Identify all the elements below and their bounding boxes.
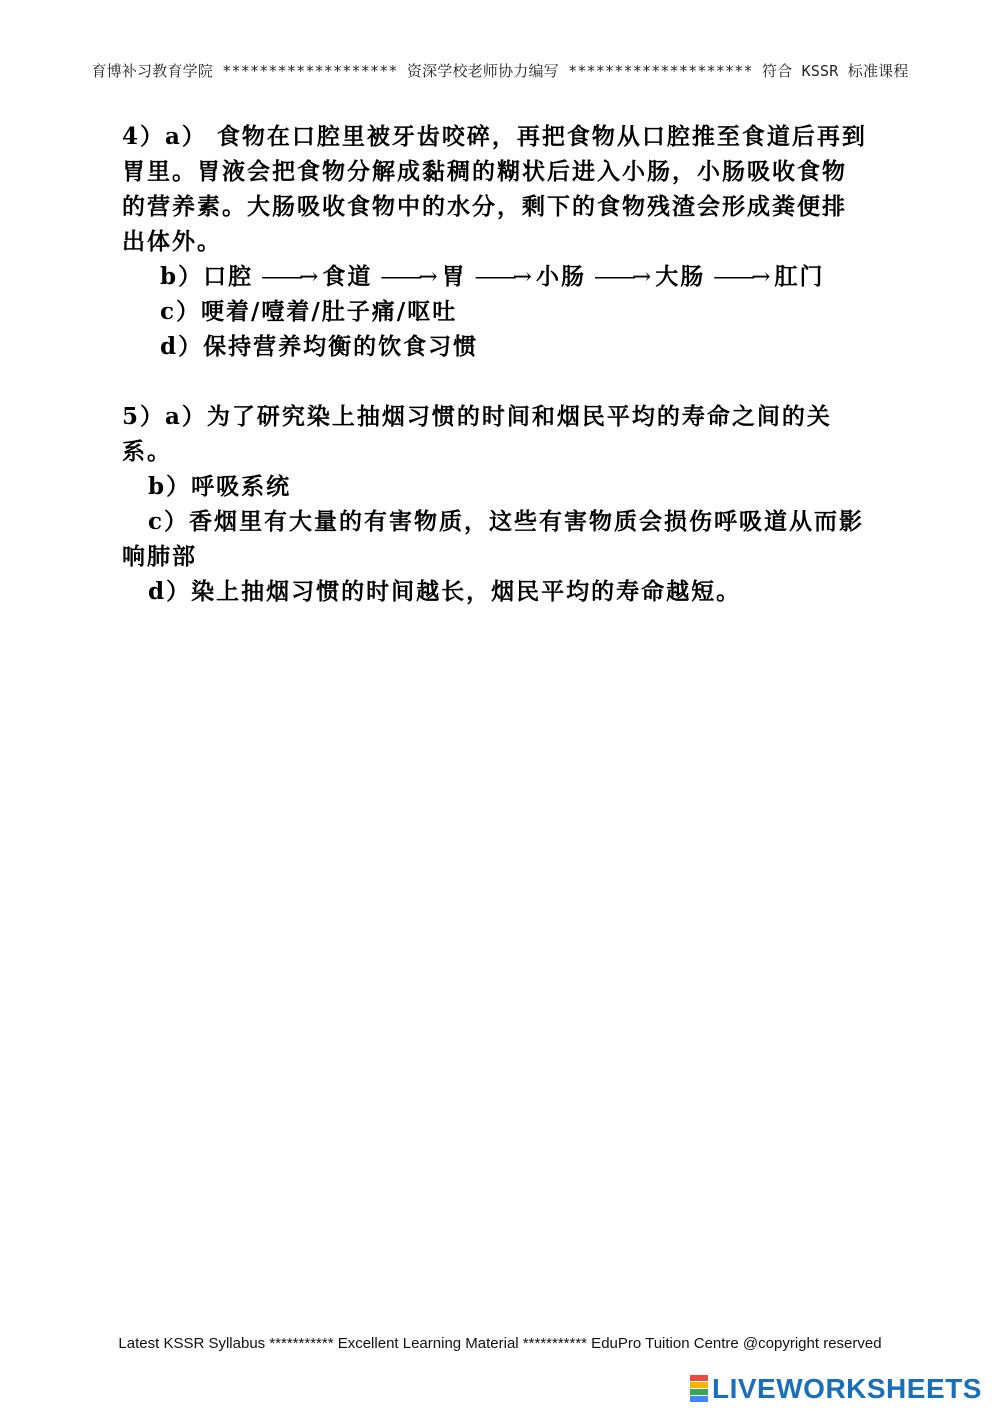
q5-b: b）呼吸系统 [148,473,292,500]
q4-a-line2: 胃里。胃液会把食物分解成黏稠的糊状后进入小肠，小肠吸收食物 [122,158,847,185]
q5-c-line1: c）香烟里有大量的有害物质，这些有害物质会损伤呼吸道从而影 [148,508,865,535]
q4-a-line4: 出体外。 [122,228,222,255]
liveworksheets-logo-icon [690,1375,708,1403]
liveworksheets-logo [690,1373,982,1405]
q5-a-line1: 5）a）为了研究染上抽烟习惯的时间和烟民平均的寿命之间的关 [122,403,832,430]
page-footer: Latest KSSR Syllabus *********** Excellent Learning Material *********** EduPro Tuition Centre @copyright reserved [118,1335,882,1352]
q5-c-line2: 响肺部 [122,543,197,570]
q4-a-line1: 4）a） 食物在口腔里被牙齿咬碎，再把食物从口腔推至食道后再到 [122,123,867,150]
q5-d: d）染上抽烟习惯的时间越长，烟民平均的寿命越短。 [148,578,742,605]
liveworksheets-text: LIVEWORKSHEETS [712,1373,982,1404]
q4-c: c）哽着/噎着/肚子痛/呕吐 [160,298,458,325]
q4-a-line3: 的营养素。大肠吸收食物中的水分，剩下的食物残渣会形成粪便排 [122,193,847,220]
right-arrow-icon: ——→ [261,264,315,290]
flow-step-esophagus: 食道 [322,263,373,290]
right-arrow-icon: ——→ [713,264,767,290]
right-arrow-icon: ——→ [474,264,528,290]
q4-d: d）保持营养均衡的饮食习惯 [160,333,479,360]
q4-b-label: b） [160,263,204,290]
right-arrow-icon: ——→ [380,264,434,290]
right-arrow-icon: ——→ [593,264,648,290]
q4-b-flow [160,265,825,289]
flow-step-small-intestine: 小肠 [535,263,586,290]
page-header: 育博补习教育学院 ******************* 资深学校老师协力编写 ******************** 符合 KSSR 标准课程 [91,62,909,80]
q5-a-line2: 系。 [122,438,172,465]
flow-step-mouth: 口腔 [203,263,254,290]
flow-step-anus: 肛门 [774,263,825,290]
flow-step-large-intestine: 大肠 [655,263,706,290]
flow-step-stomach: 胃 [441,263,467,290]
